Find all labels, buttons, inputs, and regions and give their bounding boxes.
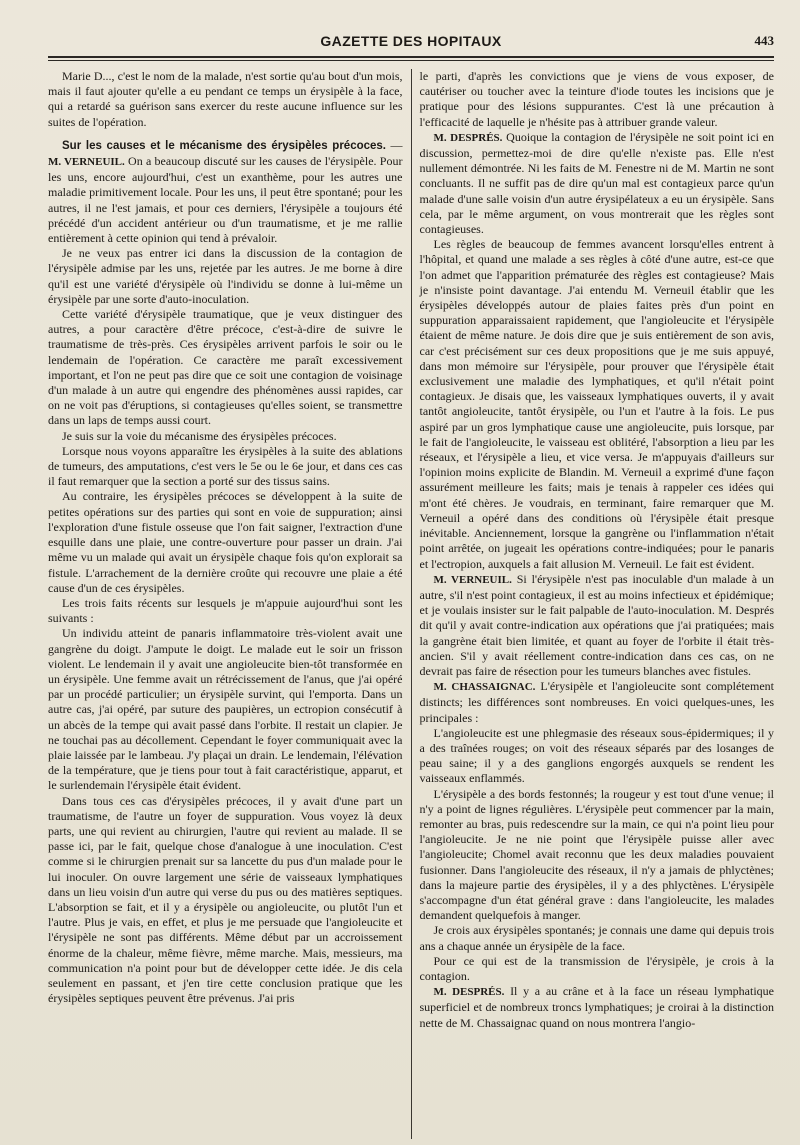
header-rule-thin xyxy=(48,60,774,61)
paragraph xyxy=(420,572,775,679)
paragraph xyxy=(48,794,403,1007)
paragraph xyxy=(420,726,775,787)
speaker-name: M. DESPRÉS. xyxy=(433,986,505,999)
paragraph-text: Quoique la contagion de l'érysipèle ne soit point ici en discussion, permettez-moi de dire qu'elle n'existe pas. Elle n'est nullement démontrée. Ni les faits de M. Fenestre ni de M. Martin ne sont concluants. Il ne suffit pas de dire qu'un mal est contagieux parce qu'un malade d'une salle voisin d'un autre érysipélateux a eu un érysipèle. Sans cela, par le même argument, on vous montrerait que les règles sont contagieuses. xyxy=(419,129,774,237)
speaker-name: M. VERNEUIL. xyxy=(48,156,125,169)
paragraph-text: Pour ce qui est de la transmission de l'érysipèle, je crois à la contagion. xyxy=(419,953,774,983)
paragraph xyxy=(48,69,403,130)
paragraph xyxy=(48,489,403,595)
paragraph-text: On a beaucoup discuté sur les causes de l'érysipèle. Pour les uns, encore aujourd'hui, c'est un exanthème, pour les autres une maladie primitivement locale. Pour les uns, il peut être spontané; pour les autres, il ne l'est jamais, et pour ces derniers, l'érysipèle a toujours été précédé d'un accident antérieur ou d'un traumatisme, et je me rallie entièrement à cette opinion qui tend à prévaloir. xyxy=(48,154,403,246)
paragraph-text: Cette variété d'érysipèle traumatique, que je veux distinguer des autres, a pour caractère d'être précoce, c'est-à-dire de suivre le traumatisme de très-près. Ces érysipèles arrivent parfois le soir ou le lendemain de l'opération. Ce caractère me paraît excessivement important, et l'on ne peut pas dire que ce soit une contagion de voisinage d'un malade à un autre qui engendre des phénomènes aussi rapides, car on ne voit pas d'éruptions, si contagieuses qu'elles soient, se transmettre dans un laps de temps aussi court. xyxy=(48,307,403,428)
paragraph xyxy=(420,923,775,953)
paragraph xyxy=(48,307,403,429)
paragraph-text: Les trois faits récents sur lesquels je m'appuie aujourd'hui sont les suivants : xyxy=(48,595,403,626)
paragraph xyxy=(48,596,403,626)
paragraph-text: Dans tous ces cas d'érysipèles précoces, il y avait d'une part un traumatisme, de l'autre un foyer de suppuration. Vous voyez là deux parts, une qui revient au chirurgien, l'autre qui revient au malade. Il se passe ici, par le fait, quelque chose d'analogue à une inoculation. C'est comme si le chirurgien prenait sur sa lancette du pus d'un malade pour le lui inoculer. On ouvre largement une série de vaisseaux lymphatiques dans un lieu voisin d'un autre qui verse du pus ou des matières septiques. L'absorption se fait, et il y a érysipèle ou angioleucite, ou plutôt l'un et l'autre. Plus je vais, en effet, et plus je me persuade que l'angioleucite et l'érysipèle ne sont pas différents. Même début par un accroissement énorme de la chaleur, même fièvre, même marche. Mais, messieurs, ma communication n'a point pour but de développer cette idée. Je dis cela seulement en passant, et j'en tire cette conclusion pratique que les érysipèles septiques peuvent être prévenus. J'ai pris xyxy=(48,793,403,1006)
paragraph-text: Il y a au crâne et à la face un réseau lymphatique superficiel et de nombreux troncs lymphatiques; je croirai à la distinction nette de M. Chassaignac quand on nous montrera l'angio- xyxy=(419,984,774,1030)
paragraph-text: Marie D..., c'est le nom de la malade, n'est sortie qu'au bout d'un mois, mais il faut ajouter qu'elle a eu pendant ce temps un érysipèle à la face, qui a retardé sa guérison sans exercer du reste aucune influence sur les suites de l'opération. xyxy=(48,69,403,129)
paragraph xyxy=(420,69,775,130)
paragraph xyxy=(48,626,403,793)
page-number: 443 xyxy=(754,33,774,48)
paragraph xyxy=(48,246,403,307)
left-column xyxy=(48,69,411,1139)
paragraph xyxy=(420,954,775,984)
paragraph xyxy=(420,787,775,924)
paragraph-text: Si l'érysipèle n'est pas inoculable d'un malade à un autre, s'il n'est point contagieux, il est au moins infectieux et épidémique; et je voulais insister sur le fait palpable de l'auto-inoculation. M. Després dit qu'il y avait contre-indication aux opérations que j'ai pratiquées; mais la gangrène était bien limitée, et quant au foyer de l'orbite il était très-ancien. S'il y avait réellement contre-indication dans ces cas, on ne devrait pas faire de résection pour les tumeurs blanches avec fistules. xyxy=(419,571,774,678)
text-columns xyxy=(48,69,774,1139)
paragraph xyxy=(48,444,403,490)
journal-title: GAZETTE DES HOPITAUX xyxy=(320,33,502,49)
paragraph xyxy=(48,429,403,444)
right-column xyxy=(411,69,775,1139)
paragraph-text: L'érysipèle et l'angioleucite sont complétement distincts; les différences sont nombreuses. En voici quelques-unes, les principales : xyxy=(419,679,774,725)
paragraph-text: Au contraire, les érysipèles précoces se développent à la suite de petites opérations sur des parties qui sont en voie de suppuration; ainsi l'exploration d'une fistule osseuse que l'on fait saigner, l'extraction d'une esquille dans une plaie, une contre-ouverture pour passer un drain. J'ai même vu un malade qui avait un érysipèle chaque fois qu'on explorait sa fistule. L'arrachement de la dernière croûte qui recouvre une plaie a été cause d'un de ces érysipèles. xyxy=(48,489,403,595)
paragraph xyxy=(420,984,775,1031)
speaker-name: M. CHASSAIGNAC. xyxy=(433,681,536,694)
paragraph-text: Je ne veux pas entrer ici dans la discussion de la contagion de l'érysipèle admise par les uns, rejetée par les autres. Je me borne à dire qu'il est une variété d'érysipèle où l'individu se donne à lui-même un érysipèle par une sorte d'auto-inoculation. xyxy=(48,246,403,306)
paragraph xyxy=(420,130,775,237)
paragraph: Sur les causes et le mécanisme des érysipèles précoces. — M. VERNEUIL. On a beaucoup discuté sur les causes de l'érysipèle. Pour les uns, encore aujourd'hui, c'est un exanthème, pour les autres une maladie primitivement locale. Pour les uns, il peut être spontané; pour les autres, il ne l'est jamais, et pour ces derniers, l'érysipèle a toujours été précédé d'un accident antérieur ou d'un traumatisme, et je me rallie entièrement à cette opinion qui tend à prévaloir. xyxy=(48,137,403,246)
paragraph-text: Lorsque nous voyons apparaître les érysipèles à la suite des ablations de tumeurs, des amputations, c'est vers le 5e ou le 6e jour, et dans ces cas il faut remarquer que la section a porté sur des tissus sains. xyxy=(48,443,403,489)
paragraph-text: Un individu atteint de panaris inflammatoire très-violent avait une gangrène du doigt. J'ampute le doigt. Le malade eut le soir un frisson violent. Le lendemain il y avait une angioleucite bien-tôt transformée en un érysipèle. Une femme avait un rétrécissement de l'anus, que j'ai opéré par un procédé particulier; un érysipèle survint, qui l'emporta. Dans un autre cas, j'ai opéré, par suture des paupières, un ectropion consécutif à un abcès de la tempe qui avait passé dans l'orbite. Il restait un clapier. Je ne touchai pas au décollement. Cependant le foyer communiquait avec la plaie laissée par le lambeau. J'y plaçai un drain. Le lendemain, l'élévation de la température, que je tiens pour tout à fait caractéristique, apparut, et le surlendemain l'érysipèle était évident. xyxy=(48,626,403,793)
paragraph-text: le parti, d'après les convictions que je viens de vous exposer, de cautériser ou toucher avec la teinture d'iode toutes les incisions que je pratique pour des lésions suppurantes. C'est là une précaution à l'efficacité de laquelle je n'hésite pas à attribuer grande valeur. xyxy=(419,69,774,129)
paragraph-text: Les règles de beaucoup de femmes avancent lorsqu'elles entrent à l'hôpital, et quand une malade a ses règles à côté d'une autre, est-ce que l'on admet que l'apparition prématurée des règles est contagieuse? Mais je n'insiste point davantage. J'ai entendu M. Verneuil établir que les érysipèles développés autour de plaies faites près d'un point en suppuration apparaissaient rapidement, que l'angioleucite et l'érysipèle étaient de même nature. Je dois dire que je suis entièrement de son avis, car c'est précisément sur ces deux propositions que je me suis appuyé, dans mon mémoire sur l'érysipèle, pour prouver que l'érysipèle était exclusivement une maladie des lymphatiques, et qu'il n'était point contagieux. Je disais que, les vaisseaux lymphatiques ouverts, il y avait tantôt angioleucite, tantôt érysipèle, ou l'un et l'autre à la fois. Le pus aspiré par un gros lymphatique cause une angioleucite, puis lorsque, par le fait de l'angioleucite, le vaisseau est oblitéré, l'absorption a lieu par les réseaux, et l'érysipèle a lieu, et vice versa. Je m'appuyais d'ailleurs sur l'opinion moins explicite de Blandin. M. Verneuil a exprimé d'une façon assurément meilleure les faits; mais je tenais à rappeler ces idées qui m'ont été chères. Je voudrais, en terminant, faire remarquer que M. Verneuil a opéré dans des conditions où l'érysipèle était presque inévitable. Anciennement, lorsque la gangrène ou l'inflammation n'était point arrêtée, on jugeait les opérations contre-indiquées; pour le panaris et l'ectropion, auxquels a fait allusion M. Verneuil. Le fait est évident. xyxy=(419,237,774,571)
header-rule xyxy=(48,56,774,58)
paragraph-text: Je crois aux érysipèles spontanés; je connais une dame qui depuis trois ans a chaque année un érysipèle de la face. xyxy=(419,923,774,953)
paragraph xyxy=(420,237,775,571)
paragraph xyxy=(420,679,775,726)
paragraph-text: Je suis sur la voie du mécanisme des érysipèles précoces. xyxy=(62,428,337,443)
page-header xyxy=(48,30,774,56)
section-heading: Sur les causes et le mécanisme des érysipèles précoces. xyxy=(62,139,386,152)
speaker-name: M. VERNEUIL. xyxy=(433,573,512,586)
paragraph-text: L'angioleucite est une phlegmasie des réseaux sous-épidermiques; il y a des traînées rouges; on voit des réseaux séparés par des losanges de peau saine; il y a des ganglions engorgés auxquels se rendent les vaisseaux enflammés. xyxy=(419,725,774,786)
speaker-name: M. DESPRÉS. xyxy=(433,131,503,144)
paragraph-text: L'érysipèle a des bords festonnés; la rougeur y est tout d'une venue; il n'y a point de lignes régulières. L'érysipèle peut commencer par la main, remonter au bras, puis redescendre sur la main, ce qui n'a point lieu pour l'angioleucite. Je ne nie point que l'érysipèle puisse aller avec l'angioleucite; Chomel avait reconnu que les deux maladies pouvaient fusionner. Dans l'angioleucite des réseaux, il n'y a jamais de phlyctènes; dans la majeure partie des érysipèles, il y a des phlyctènes. L'érysipèle s'accompagne d'un état général grave : dans l'angioleucite, les malades demandent quelquefois à manger. xyxy=(419,786,774,923)
